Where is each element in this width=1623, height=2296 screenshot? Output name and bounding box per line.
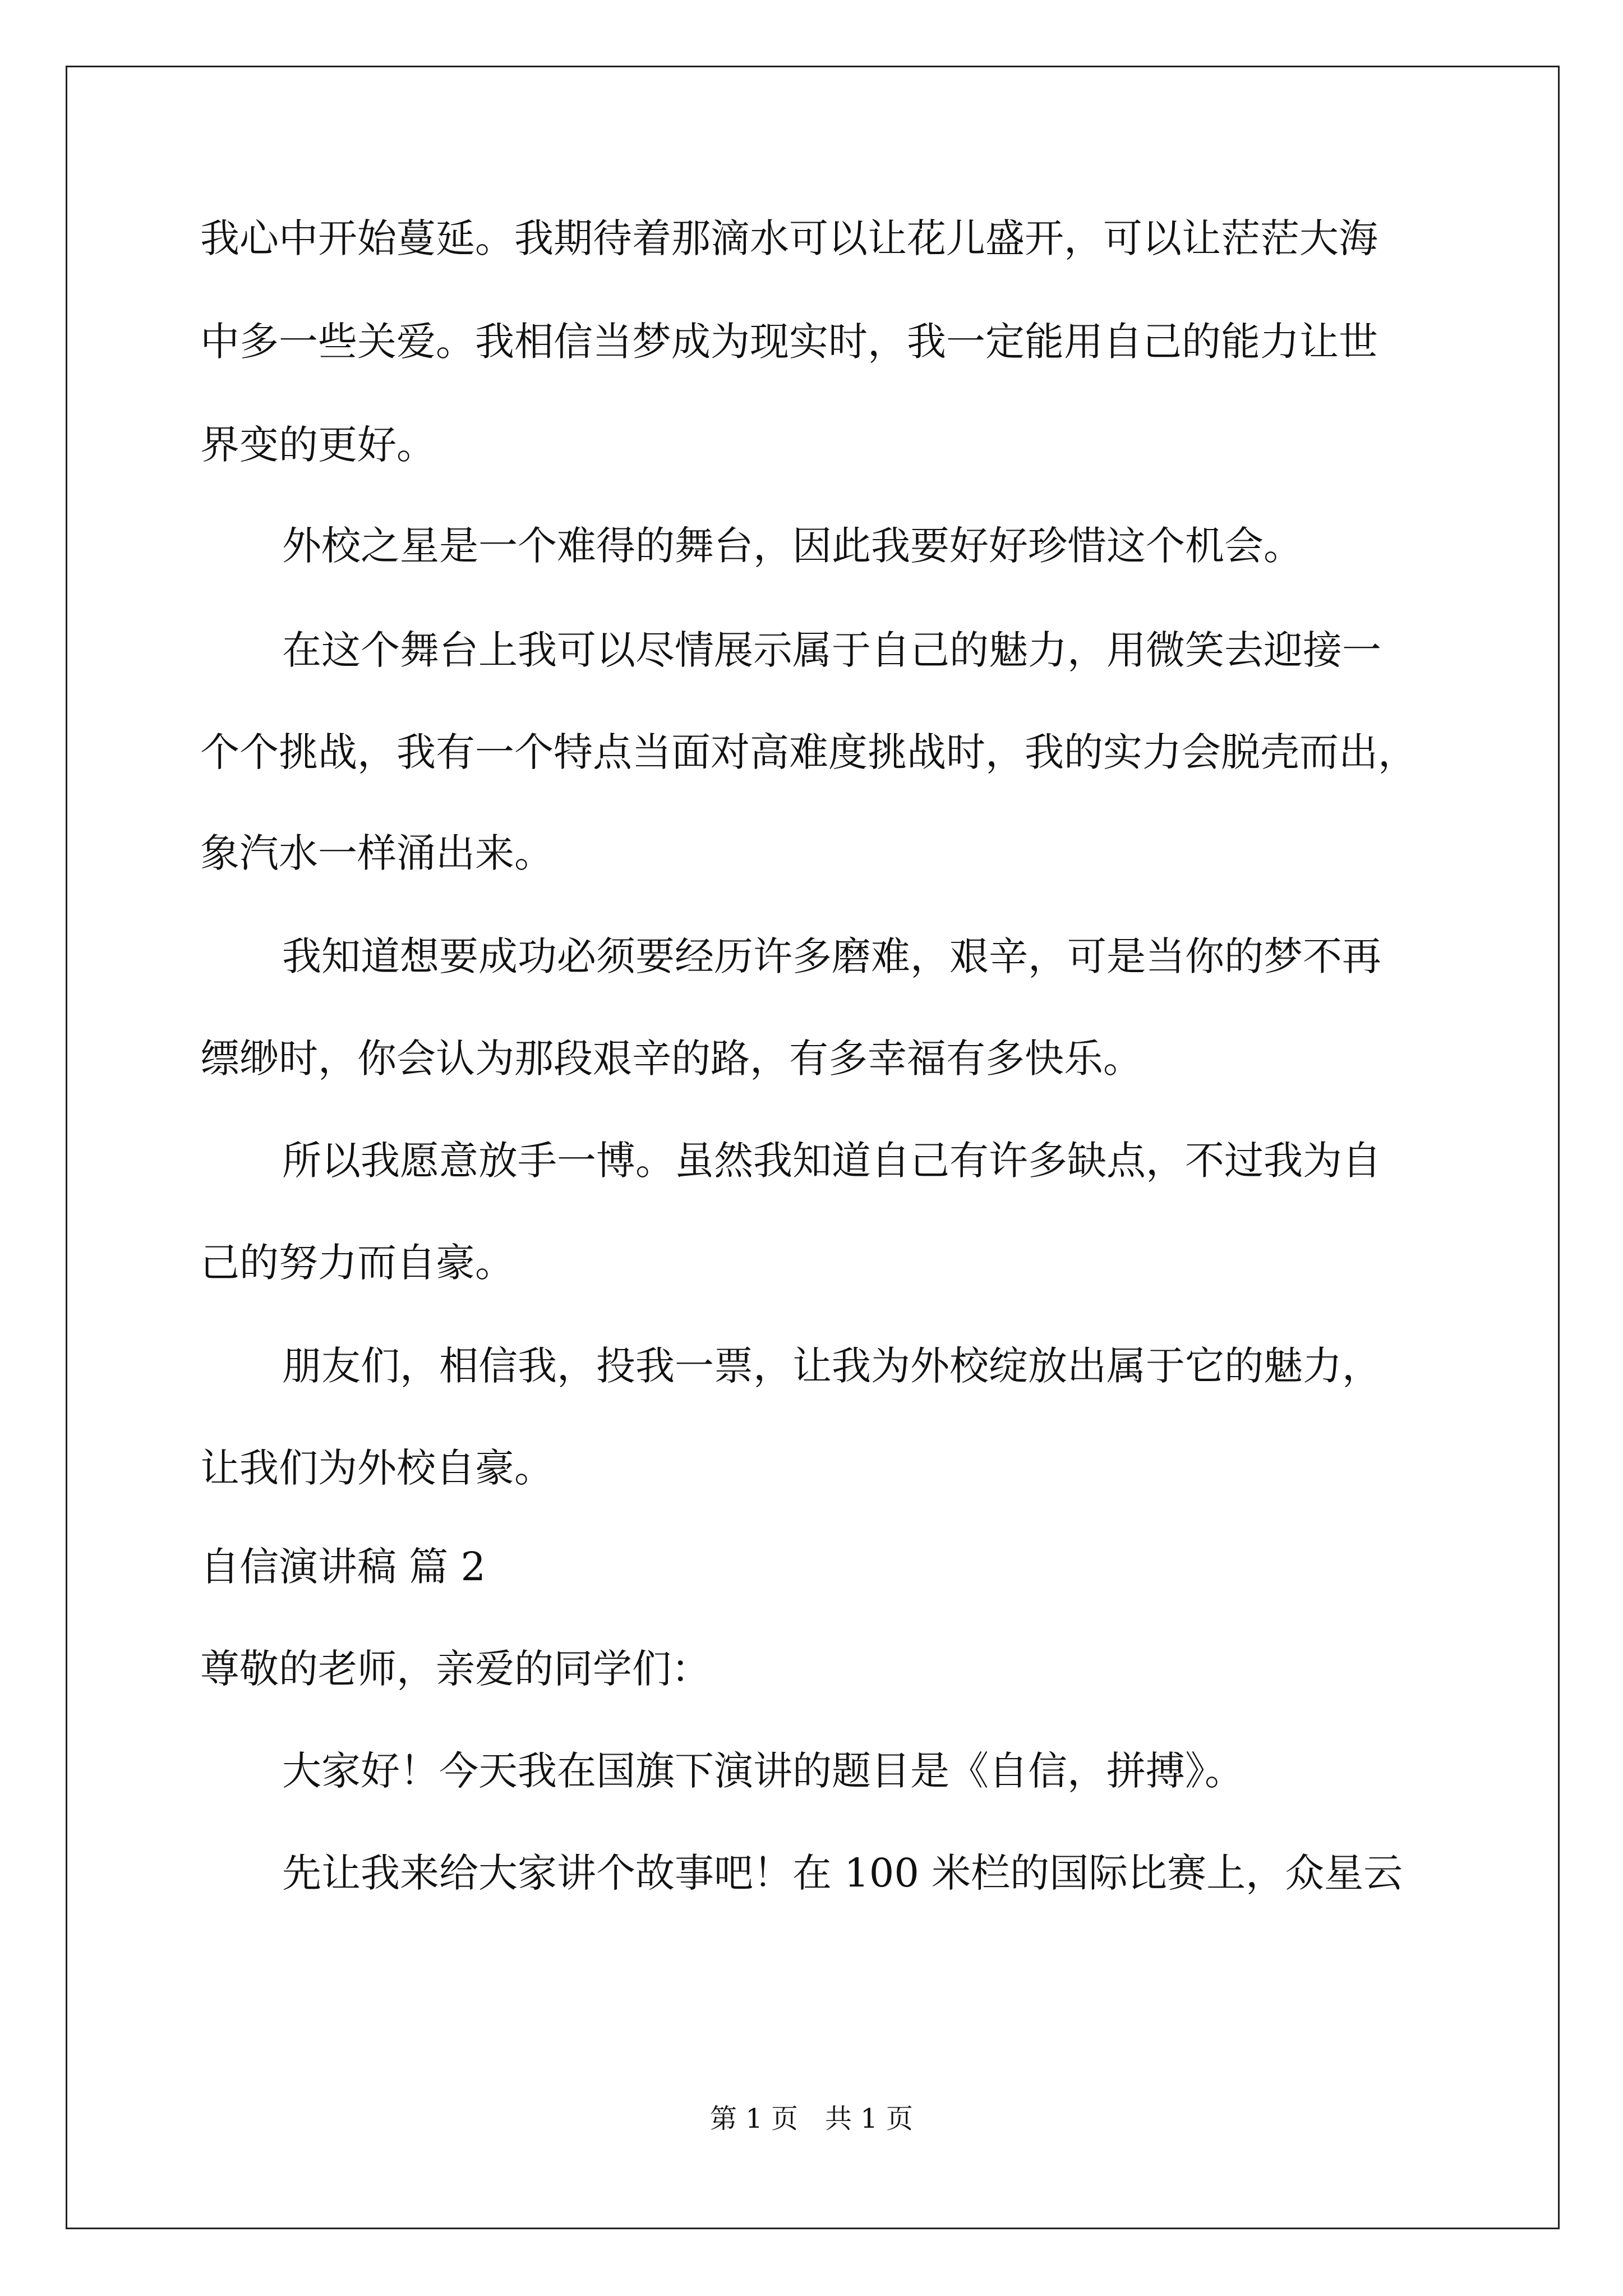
paragraph-first-line: 大家好！今天我在国旗下演讲的题目是《自信，拼搏》。 (282, 1748, 1244, 1794)
paragraph-first-line: 在这个舞台上我可以尽情展示属于自己的魅力，用微笑去迎接一 (282, 627, 1381, 673)
salutation: 尊敬的老师，亲爱的同学们： (200, 1646, 711, 1692)
paragraph-first-line: 朋友们，相信我，投我一票，让我为外校绽放出属于它的魅力， (282, 1343, 1381, 1389)
paragraph-first-line: 外校之星是一个难得的舞台，因此我要好好珍惜这个机会。 (282, 523, 1303, 569)
text-line-2: 中多一些关爱。我相信当梦成为现实时，我一定能用自己的能力让世 (200, 319, 1378, 365)
text-line-3: 界变的更好。 (200, 422, 436, 468)
paragraph-first-line: 我知道想要成功必须要经历许多磨难，艰辛，可是当你的梦不再 (282, 933, 1381, 979)
section-heading: 自信演讲稿 篇 2 (200, 1544, 486, 1590)
paragraph-first-line: 所以我愿意放手一博。虽然我知道自己有许多缺点，不过我为自 (282, 1138, 1381, 1184)
text-line-1: 我心中开始蔓延。我期待着那滴水可以让花儿盛开，可以让茫茫大海 (200, 215, 1378, 261)
text-line-11: 己的努力而自豪。 (200, 1240, 514, 1286)
text-line-13: 让我们为外校自豪。 (200, 1445, 554, 1491)
paragraph-first-line: 先让我来给大家讲个故事吧！在 100 米栏的国际比赛上，众星云 (282, 1850, 1403, 1896)
page-footer: 第 1 页 共 1 页 (709, 2103, 914, 2134)
text-line-9: 缥缈时，你会认为那段艰辛的路，有多幸福有多快乐。 (200, 1036, 1142, 1082)
text-line-7: 象汽水一样涌出来。 (200, 830, 554, 876)
text-line-6: 个个挑战，我有一个特点当面对高难度挑战时，我的实力会脱壳而出， (200, 729, 1417, 775)
